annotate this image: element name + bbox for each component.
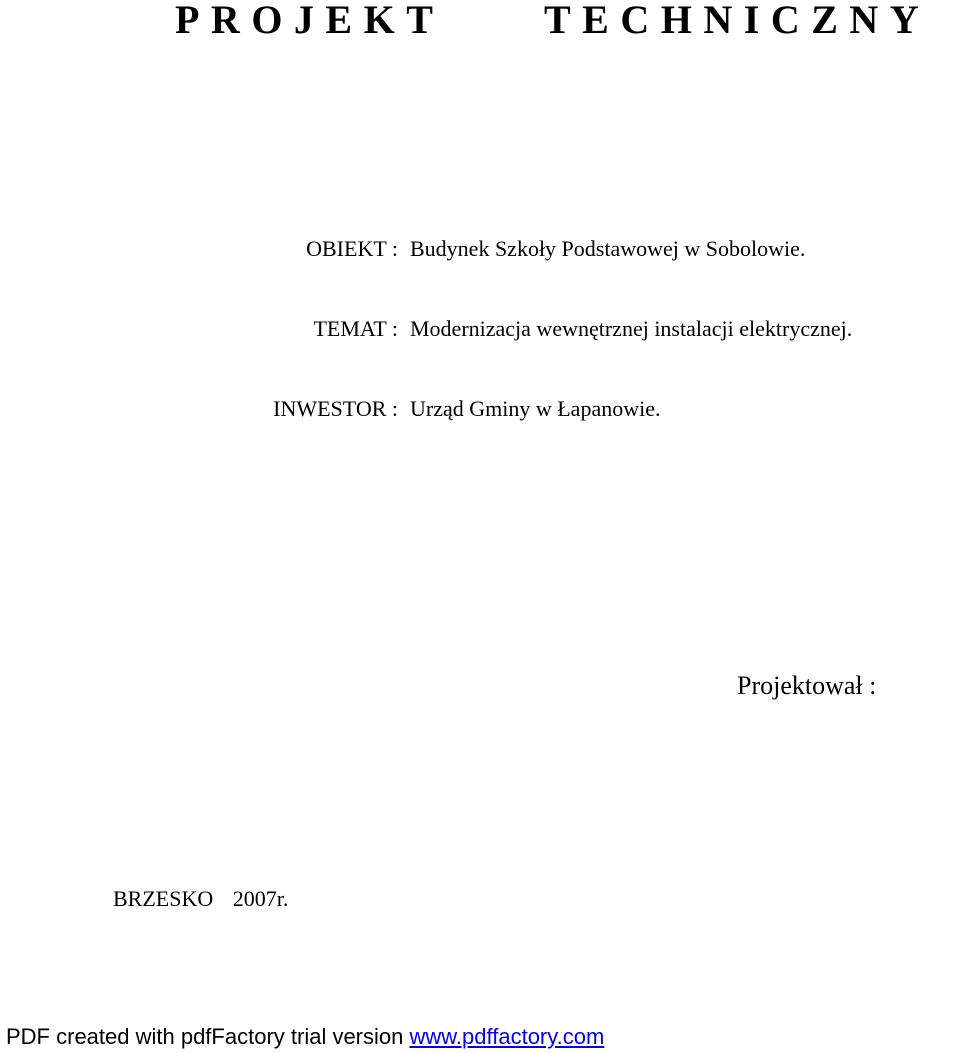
footer-link[interactable]: www.pdffactory.com xyxy=(409,1024,605,1049)
title-word-projekt: PROJEKT xyxy=(175,0,445,42)
designer-label: Projektował : xyxy=(737,671,877,700)
field-temat-value: Modernizacja wewnętrznej instalacji elektrycznej. xyxy=(410,316,853,341)
field-obiekt-label: OBIEKT : xyxy=(306,236,398,261)
pdf-footer xyxy=(6,1023,604,1051)
field-temat-label: TEMAT : xyxy=(313,316,398,341)
place-name: BRZESKO xyxy=(113,886,214,911)
field-obiekt-value: Budynek Szkoły Podstawowej w Sobolowie. xyxy=(410,236,806,261)
footer-text: PDF created with pdfFactory trial version xyxy=(6,1024,410,1049)
field-inwestor-label: INWESTOR : xyxy=(273,396,398,421)
place-date xyxy=(113,885,288,913)
document-date: 2007r. xyxy=(232,886,289,911)
field-inwestor-value: Urząd Gminy w Łapanowie. xyxy=(410,396,661,421)
title-word-techniczny: TECHNICZNY xyxy=(544,0,931,42)
